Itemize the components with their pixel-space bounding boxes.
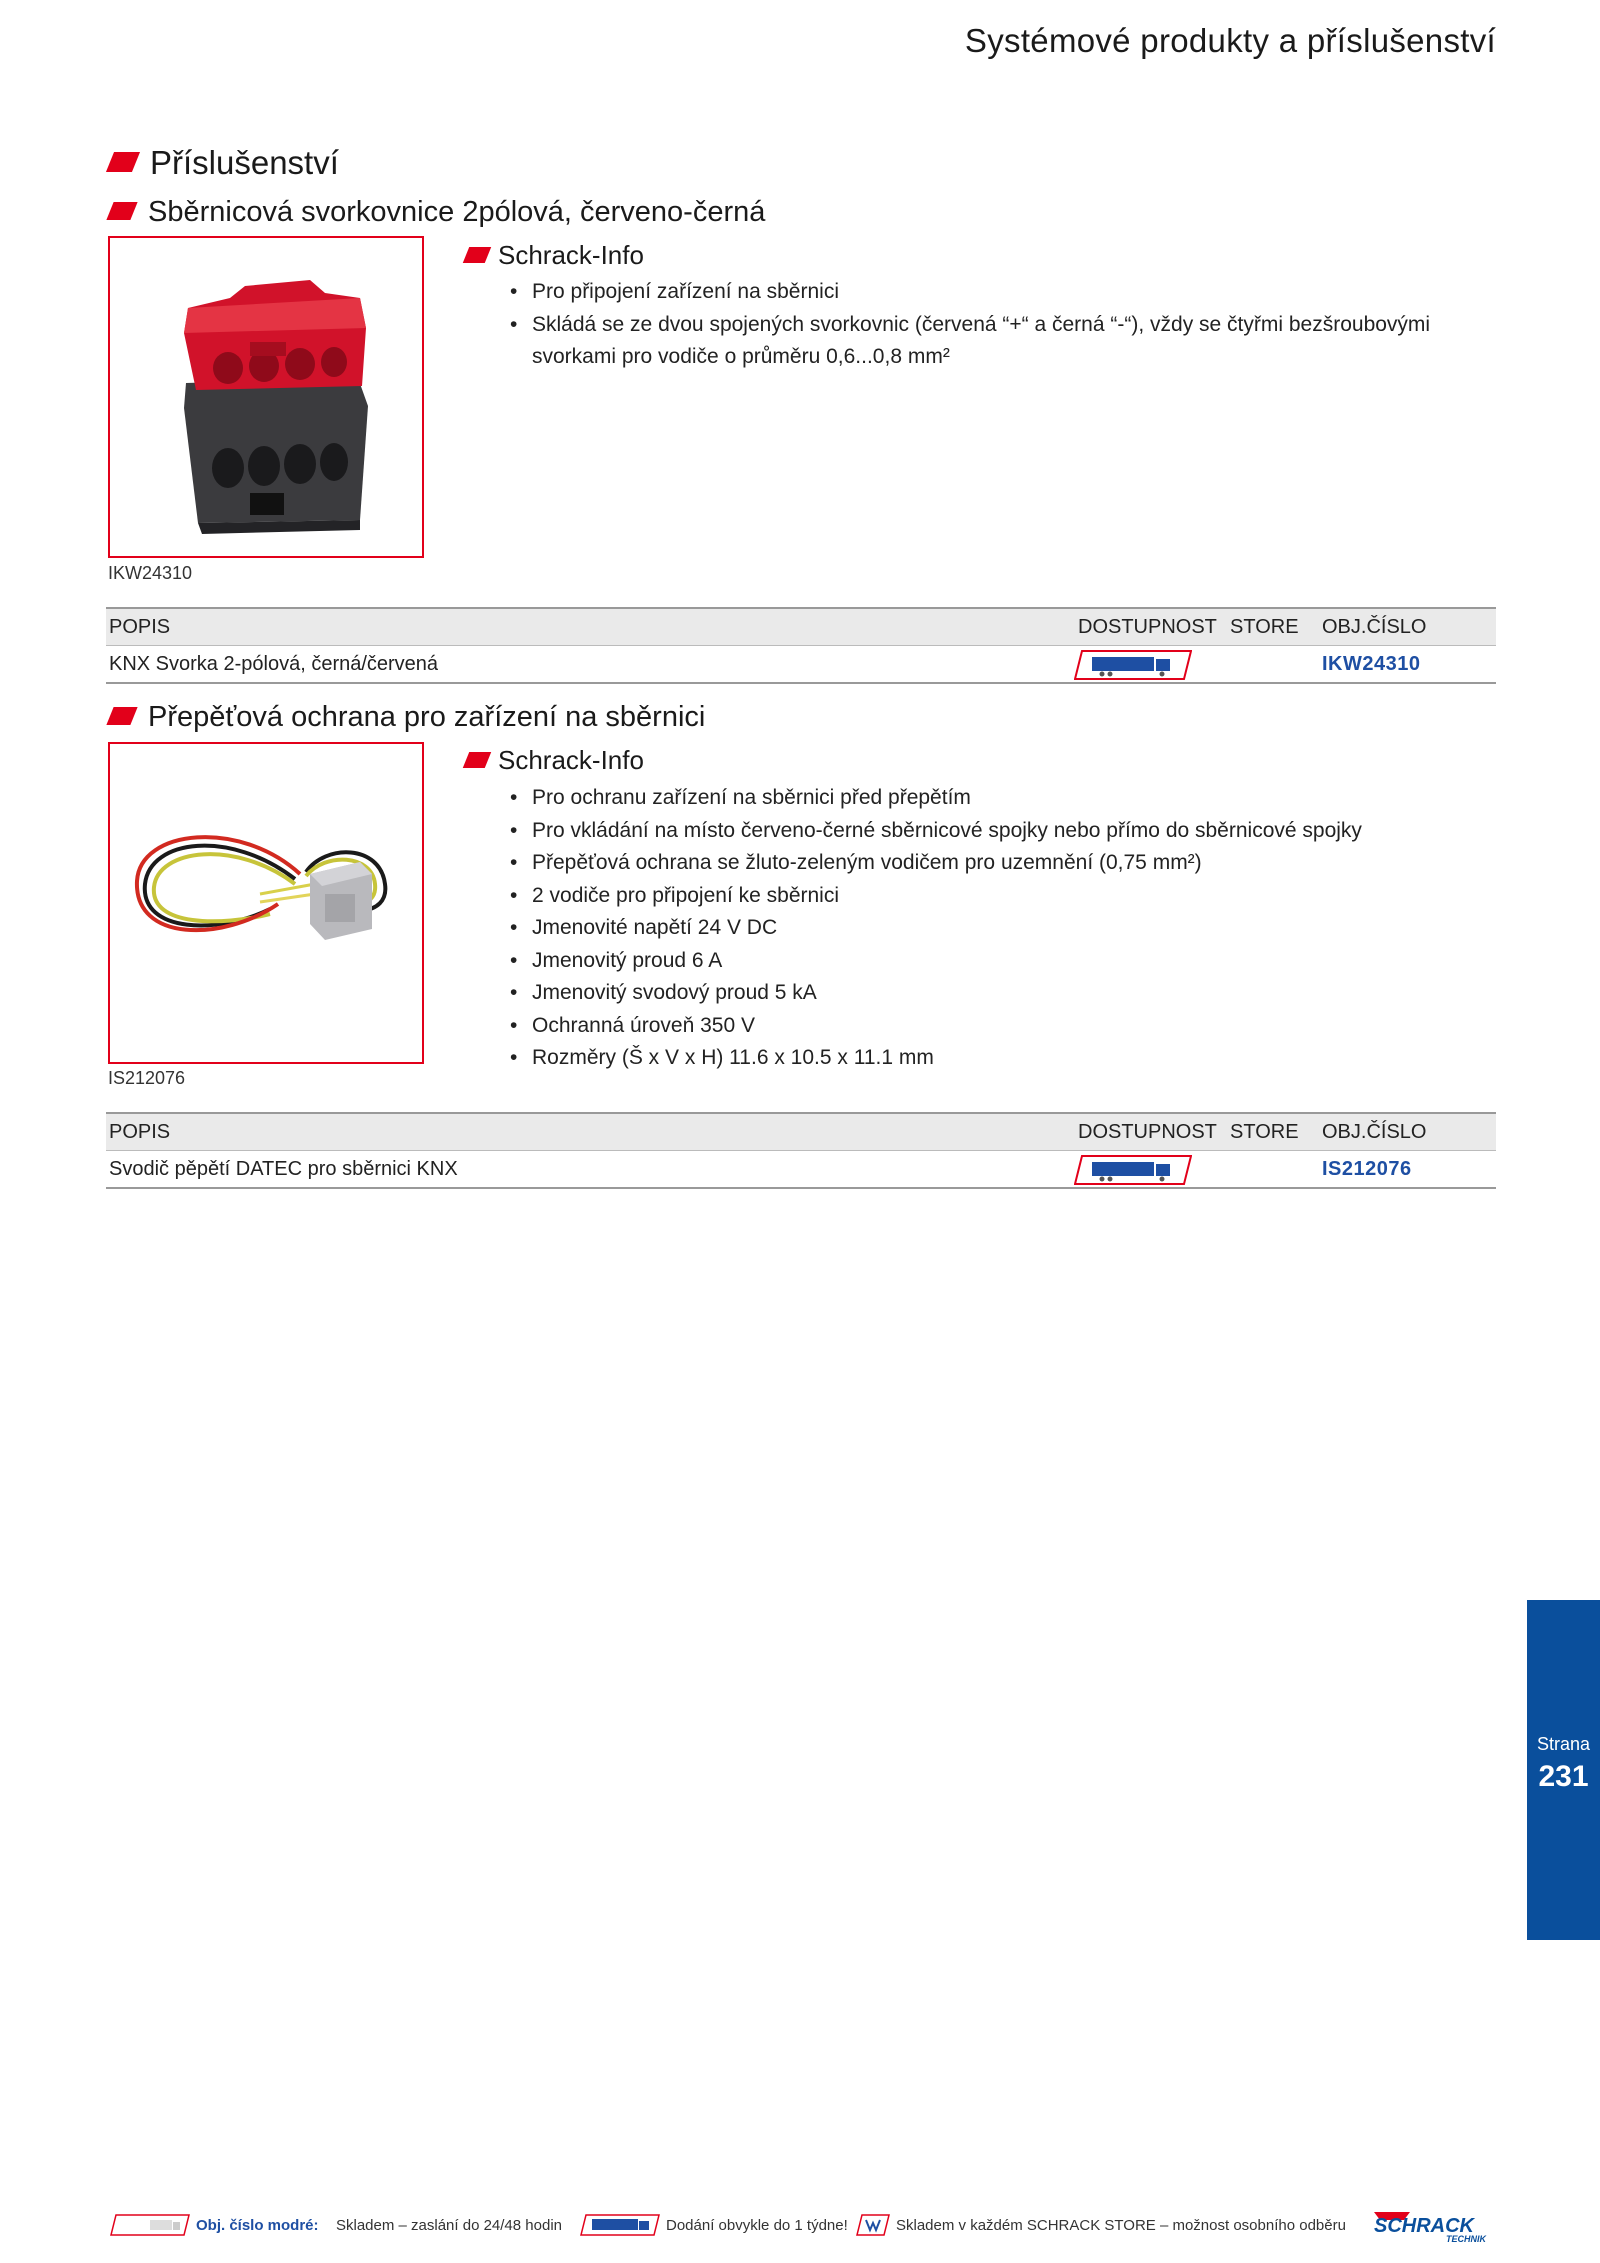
table-row xyxy=(106,645,1496,684)
section-heading-text: Příslušenství xyxy=(150,144,339,181)
product-2-title: Přepěťová ochrana pro zařízení na sběrnici xyxy=(148,701,706,733)
col-store: STORE xyxy=(1230,616,1299,638)
product-1-image-code: IKW24310 xyxy=(108,563,193,583)
col-obj-cislo: OBJ.ČÍSLO xyxy=(1322,616,1427,638)
footer-text-1: Skladem – zaslání do 24/48 hodin xyxy=(336,2217,562,2234)
bus-terminal-image xyxy=(110,238,422,556)
van-legend-icon xyxy=(110,2214,190,2236)
product-1-heading xyxy=(110,196,765,229)
product-1-image xyxy=(108,236,424,558)
red-marker-icon xyxy=(463,247,491,263)
red-marker-icon xyxy=(106,202,137,220)
bullet-item: • Jmenovité napětí 24 V DC xyxy=(510,912,1480,945)
bullet-item: • Skládá se ze dvou spojených svorkovnic (červená “+“ a černá “-“), vždy se čtyřmi bezšroubovými svorkami pro vodiče o průměru 0,6...0,8 mm² xyxy=(510,309,1480,374)
footer-legend xyxy=(110,2208,1510,2244)
col-popis: POPIS xyxy=(109,1121,171,1143)
product-1-title: Sběrnicová svorkovnice 2pólová, červeno-černá xyxy=(148,196,766,228)
bullet-item: • Pro ochranu zařízení na sběrnici před přepětím xyxy=(510,782,1480,815)
col-dostupnost: DOSTUPNOST xyxy=(1078,616,1217,638)
delivery-truck-icon xyxy=(1074,650,1192,680)
red-marker-icon xyxy=(106,152,140,172)
col-dostupnost: DOSTUPNOST xyxy=(1078,1121,1217,1143)
page-number: 231 xyxy=(1538,1760,1589,1793)
page-header-title: Systémové produkty a příslušenství xyxy=(964,22,1496,59)
footer-text-3: Skladem v každém SCHRACK STORE – možnost osobního odběru xyxy=(896,2217,1346,2234)
bullet-item: • Přepěťová ochrana se žluto-zeleným vodičem pro uzemnění (0,75 mm²) xyxy=(510,847,1480,880)
bullet-item: • Pro připojení zařízení na sběrnici xyxy=(510,276,1480,309)
surge-protector-image xyxy=(110,744,422,1062)
truck-legend-icon xyxy=(580,2214,660,2236)
svg-text:TECHNIK: TECHNIK xyxy=(1446,2234,1486,2244)
row-popis: Svodič pěpětí DATEC pro sběrnici KNX xyxy=(109,1158,458,1180)
bullet-item: • Ochranná úroveň 350 V xyxy=(510,1010,1480,1043)
product-1-bullets xyxy=(510,276,1480,374)
delivery-truck-icon xyxy=(1074,1155,1192,1185)
schrack-logo xyxy=(1370,2210,1510,2244)
product-2-heading xyxy=(110,701,705,734)
product-2-bullets xyxy=(510,782,1480,1075)
product-2-info-heading xyxy=(466,745,644,776)
section-heading xyxy=(110,144,339,182)
product-2-image-code: IS212076 xyxy=(108,1068,186,1088)
row-popis: KNX Svorka 2-pólová, černá/červená xyxy=(109,653,439,675)
bullet-item: • Jmenovitý svodový proud 5 kA xyxy=(510,977,1480,1010)
product-1-table xyxy=(106,607,1496,684)
col-store: STORE xyxy=(1230,1121,1299,1143)
order-number-link[interactable]: IKW24310 xyxy=(1322,653,1421,675)
table-header-row xyxy=(106,607,1496,645)
bullet-item: • Jmenovitý proud 6 A xyxy=(510,945,1480,978)
red-marker-icon xyxy=(106,707,137,725)
col-popis: POPIS xyxy=(109,616,171,638)
bullet-item: • Pro vkládání na místo červeno-černé sběrnicové spojky nebo přímo do sběrnicové spojky xyxy=(510,815,1480,848)
red-marker-icon xyxy=(463,752,491,768)
footer-obj-label: Obj. číslo modré: xyxy=(196,2217,319,2234)
table-header-row xyxy=(106,1112,1496,1150)
store-legend-icon xyxy=(856,2214,890,2236)
table-row xyxy=(106,1150,1496,1189)
schrack-info-label: Schrack-Info xyxy=(498,745,644,775)
bullet-item: • Rozměry (Š x V x H) 11.6 x 10.5 x 11.1 mm xyxy=(510,1042,1480,1075)
svg-text:SCHRACK: SCHRACK xyxy=(1374,2215,1474,2237)
col-obj-cislo: OBJ.ČÍSLO xyxy=(1322,1121,1427,1143)
product-1-info-heading xyxy=(466,240,644,271)
page-label: Strana xyxy=(1536,1734,1591,1754)
order-number-link[interactable]: IS212076 xyxy=(1322,1158,1412,1180)
schrack-info-label: Schrack-Info xyxy=(498,240,644,270)
footer-text-2: Dodání obvykle do 1 týdne! xyxy=(666,2217,848,2234)
product-2-image xyxy=(108,742,424,1064)
product-2-table xyxy=(106,1112,1496,1189)
bullet-item: • 2 vodiče pro připojení ke sběrnici xyxy=(510,880,1480,913)
page-number-tab xyxy=(1527,1600,1600,1940)
